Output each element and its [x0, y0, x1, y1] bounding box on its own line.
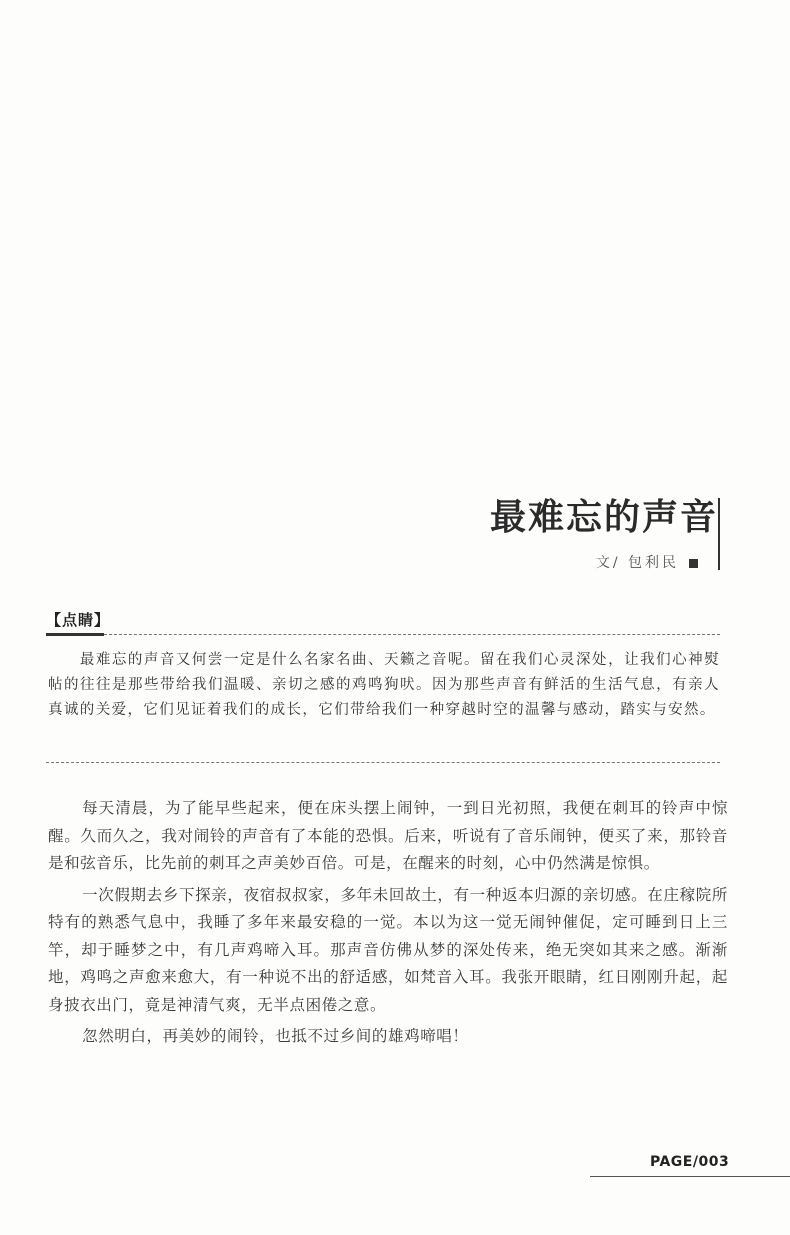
- page-number: PAGE/003: [650, 1154, 730, 1170]
- body-paragraph: 一次假期去乡下探亲，夜宿叔叔家，多年未回故土，有一种返本归源的亲切感。在庄稼院所特有的熟悉气息中，我睡了多年来最安稳的一觉。本以为这一觉无闹钟催促，定可睡到日上三竿，却于睡梦之中，有几声鸡啼入耳。那声音仿佛从梦的深处传来，绝无突如其来之感。渐渐地，鸡鸣之声愈来愈大，有一种说不出的舒适感，如梵音入耳。我张开眼睛，红日刚刚升起，起身披衣出门，竟是神清气爽，无半点困倦之意。: [48, 885, 728, 1014]
- body-paragraph: 每天清晨，为了能早些起来，便在床头摆上闹钟，一到日光初照，我便在刺耳的铃声中惊醒。久而久之，我对闹铃的声音有了本能的恐惧。后来，听说有了音乐闹钟，便买了来，那铃音是和弦音乐，比先前的刺耳之声美妙百倍。可是，在醒来的时刻，心中仍然满是惊惧。: [48, 799, 728, 872]
- dianjing-bottom-divider: [46, 762, 720, 763]
- author-text: 文/ 包利民: [595, 555, 679, 571]
- page-number-rule: [590, 1176, 790, 1177]
- dianjing-label: 【点睛】: [46, 611, 111, 629]
- square-bullet-icon: [689, 559, 698, 568]
- article-author: [596, 552, 698, 572]
- title-divider: [718, 498, 720, 570]
- article-title-block: [490, 496, 718, 540]
- article-title: 最难忘的声音: [489, 497, 718, 538]
- dianjing-text: 最难忘的声音又何尝一定是什么名家名曲、天籁之音呢。留在我们心灵深处，让我们心神熨帖的往往是那些带给我们温暖、亲切之感的鸡鸣狗吠。因为那些声音有鲜活的生活气息，有亲人真诚的关爱，它们见证着我们的成长，它们带给我们一种穿越时空的温馨与感动，踏实与安然。: [48, 652, 720, 718]
- dianjing-top-divider: [104, 634, 720, 635]
- article-body: [48, 795, 728, 1055]
- body-paragraph: 忽然明白，再美妙的闹铃，也抵不过乡间的雄鸡啼唱！: [82, 1027, 469, 1045]
- dianjing-label-underline: [46, 633, 104, 636]
